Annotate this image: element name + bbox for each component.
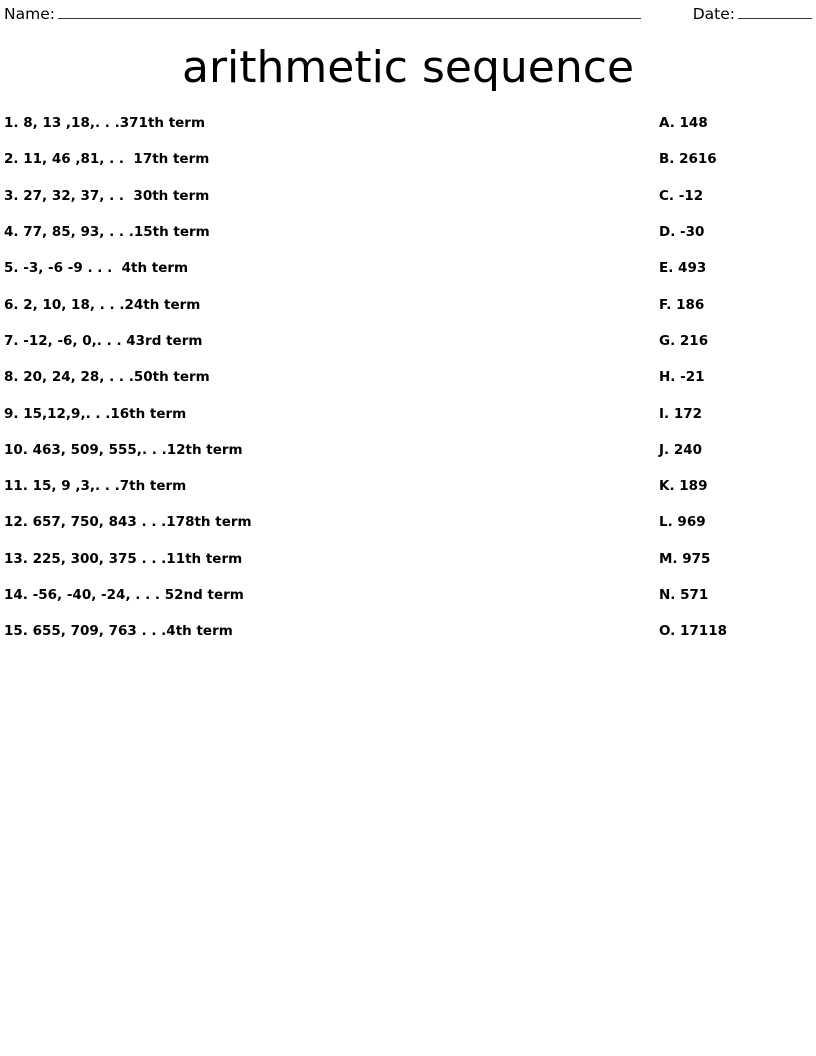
- list-item: 11. 15, 9 ,3,. . .7th term: [4, 478, 187, 495]
- date-input-line[interactable]: [738, 4, 812, 19]
- list-item: M. 975: [659, 550, 711, 567]
- list-item: J. 240: [659, 441, 703, 458]
- list-item: 12. 657, 750, 843 . . .178th term: [4, 514, 252, 531]
- list-item: 7. -12, -6, 0,. . . 43rd term: [4, 332, 203, 349]
- list-item: C. -12: [659, 187, 704, 204]
- list-item: 4. 77, 85, 93, . . .15th term: [4, 224, 210, 241]
- date-field-group: [693, 4, 812, 23]
- questions-column: [4, 117, 659, 661]
- list-item: 9. 15,12,9,. . .16th term: [4, 405, 187, 422]
- list-item: 3. 27, 32, 37, . . 30th term: [4, 187, 210, 204]
- two-column-layout: [4, 117, 812, 661]
- list-item: N. 571: [659, 587, 709, 604]
- list-item: 1. 8, 13 ,18,. . .371th term: [4, 115, 206, 132]
- list-item: B. 2616: [659, 151, 717, 168]
- list-item: L. 969: [659, 514, 706, 531]
- answers-column: [659, 117, 812, 661]
- list-item: 10. 463, 509, 555,. . .12th term: [4, 441, 243, 458]
- list-item: O. 17118: [659, 623, 727, 640]
- list-item: F. 186: [659, 296, 705, 313]
- list-item: 6. 2, 10, 18, . . .24th term: [4, 296, 201, 313]
- list-item: A. 148: [659, 115, 708, 132]
- page-title: arithmetic sequence: [181, 42, 635, 93]
- list-item: D. -30: [659, 224, 705, 241]
- list-item: 13. 225, 300, 375 . . .11th term: [4, 550, 243, 567]
- list-item: K. 189: [659, 478, 708, 495]
- worksheet-content: [4, 117, 812, 661]
- list-item: I. 172: [659, 405, 703, 422]
- list-item: 5. -3, -6 -9 . . . 4th term: [4, 260, 189, 277]
- list-item: 8. 20, 24, 28, . . .50th term: [4, 369, 210, 386]
- name-input-line[interactable]: [58, 4, 641, 19]
- worksheet-header: [4, 0, 812, 23]
- list-item: H. -21: [659, 369, 705, 386]
- list-item: 15. 655, 709, 763 . . .4th term: [4, 623, 233, 640]
- date-label: Date:: [692, 5, 735, 23]
- list-item: 2. 11, 46 ,81, . . 17th term: [4, 151, 210, 168]
- list-item: 14. -56, -40, -24, . . . 52nd term: [4, 587, 244, 604]
- name-field-group: [4, 4, 679, 23]
- list-item: E. 493: [659, 260, 707, 277]
- name-label: Name:: [4, 5, 55, 23]
- list-item: G. 216: [659, 332, 709, 349]
